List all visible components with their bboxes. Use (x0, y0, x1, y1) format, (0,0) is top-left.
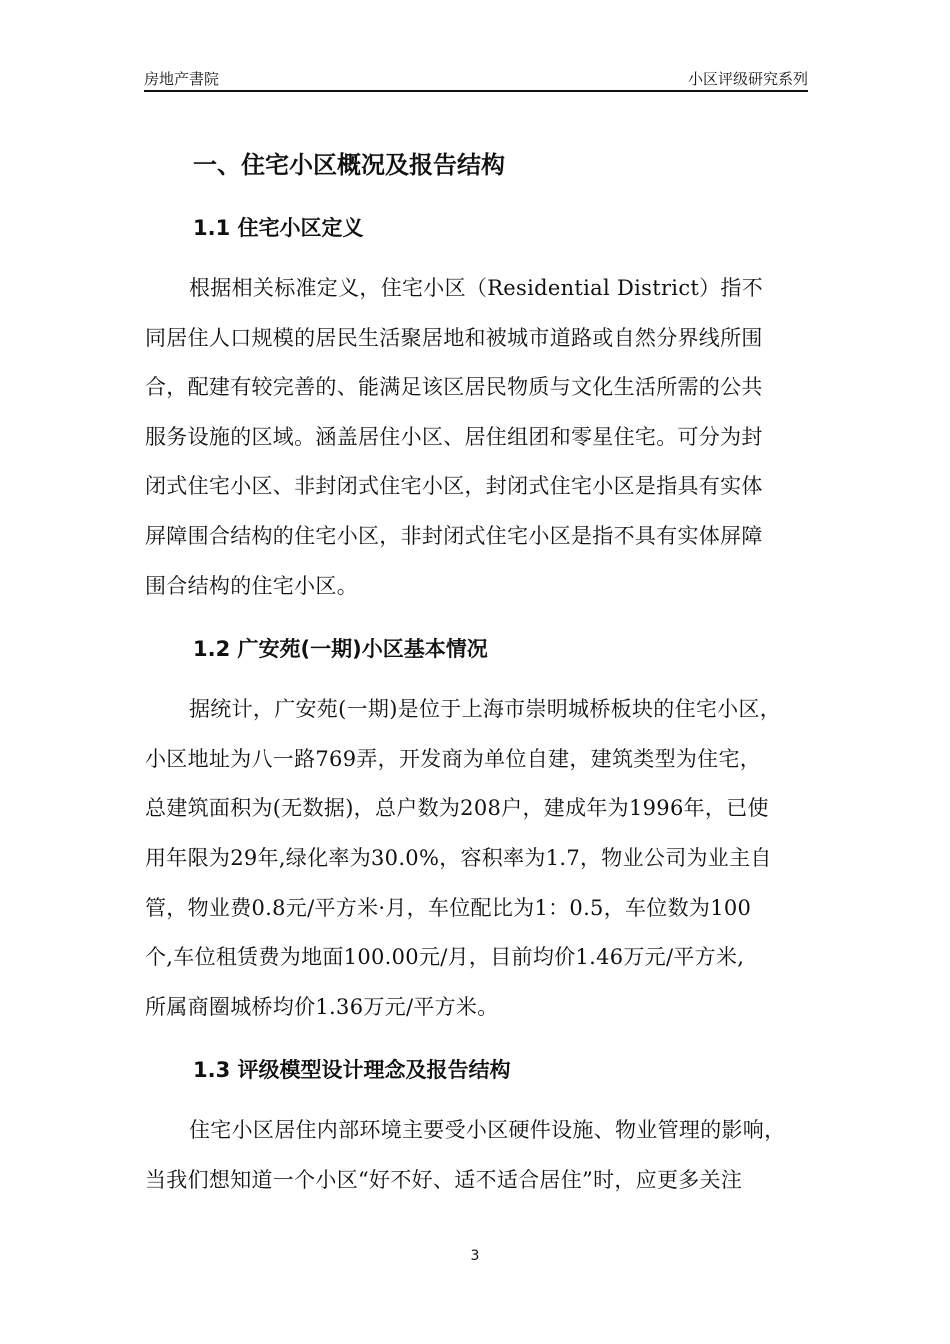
page-number: 3 (470, 1248, 480, 1264)
section-heading: 1.1 住宅小区定义 (193, 216, 364, 240)
text-line: 管，物业费0.8元/平方米·月，车位配比为1：0.5，车位数为100 (145, 895, 752, 920)
chapter-title: 一、住宅小区概况及报告结构 (193, 151, 505, 179)
text-line: 当我们想知道一个小区“好不好、适不适合居住”时，应更多关注 (145, 1167, 743, 1192)
text-line: 住宅小区居住内部环境主要受小区硬件设施、物业管理的影响， (189, 1118, 786, 1143)
text-line: 据统计，广安苑(一期)是位于上海市崇明城桥板块的住宅小区， (189, 697, 782, 722)
section-heading: 1.2 广安苑(一期)小区基本情况 (193, 637, 488, 662)
section-heading: 1.3 评级模型设计理念及报告结构 (193, 1058, 511, 1083)
text-line: 屏障围合结构的住宅小区，非封闭式住宅小区是指不具有实体屏障 (145, 523, 763, 548)
paragraph (145, 685, 809, 1032)
paragraph (145, 1106, 809, 1205)
text-line: 用年限为29年,绿化率为30.0%，容积率为1.7，物业公司为业主自 (145, 845, 772, 870)
text-line: 所属商圈城桥均价1.36万元/平方米。 (145, 994, 499, 1019)
paragraph (145, 264, 809, 611)
header-right: 小区评级研究系列 (687, 70, 808, 88)
text-line: 根据相关标准定义，住宅小区（Residential District）指不 (189, 276, 764, 300)
text-line: 围合结构的住宅小区。 (145, 573, 358, 598)
text-line: 同居住人口规模的居民生活聚居地和被城市道路或自然分界线所围 (145, 325, 763, 350)
page-content (145, 140, 809, 1206)
page-header (144, 68, 808, 92)
text-line: 总建筑面积为(无数据)，总户数为208户，建成年为1996年，已使 (145, 796, 769, 821)
text-line: 小区地址为八一路769弄，开发商为单位自建，建筑类型为住宅， (145, 746, 762, 771)
header-left: 房地产書院 (144, 70, 220, 88)
text-line: 合，配建有较完善的、能满足该区居民物质与文化生活所需的公共 (145, 375, 763, 400)
text-line: 个,车位租赁费为地面100.00元/月，目前均价1.46万元/平方米, (145, 945, 745, 970)
text-line: 闭式住宅小区、非封闭式住宅小区，封闭式住宅小区是指具有实体 (145, 474, 763, 499)
text-line: 服务设施的区域。涵盖居住小区、居住组团和零星住宅。可分为封 (145, 424, 763, 449)
